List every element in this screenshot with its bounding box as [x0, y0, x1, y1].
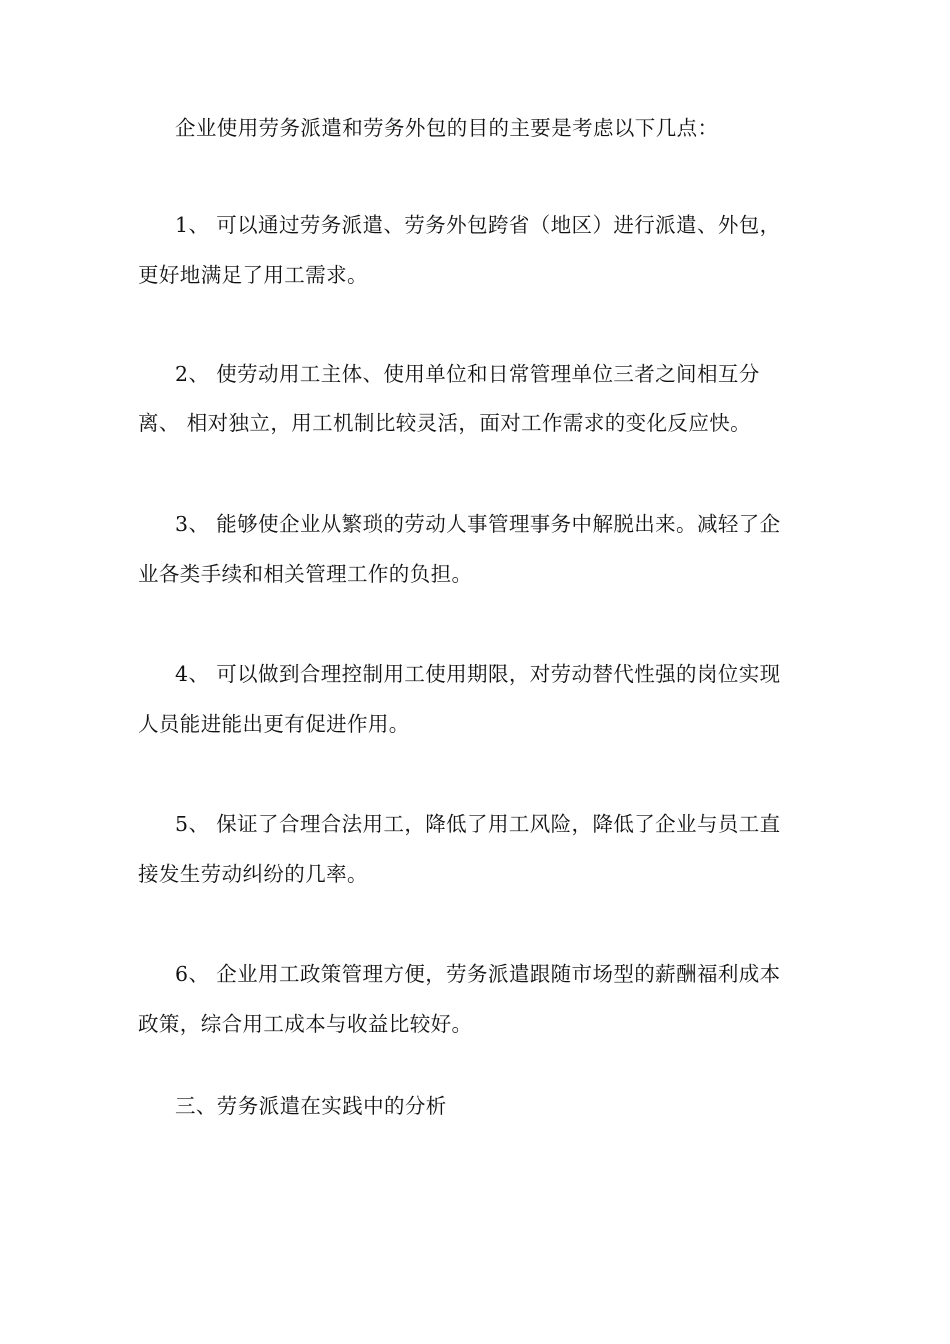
list-item-1-line-2: 更好地满足了用工需求。	[138, 263, 368, 287]
list-item-2-line-1: 2、 使劳动用工主体、使用单位和日常管理单位三者之间相互分	[175, 362, 760, 386]
list-item-1-line-1: 1、 可以通过劳务派遣、劳务外包跨省（地区）进行派遣、外包，	[175, 213, 781, 237]
list-item-5-line-1: 5、 保证了合理合法用工，降低了用工风险，降低了企业与员工直	[175, 812, 781, 836]
list-item-4-line-1: 4、 可以做到合理控制用工使用期限，对劳动替代性强的岗位实现	[175, 662, 781, 686]
section-heading: 三、劳务派遣在实践中的分析	[175, 1094, 447, 1118]
list-item-5-line-2: 接发生劳动纠纷的几率。	[138, 862, 368, 886]
list-item-6-line-2: 政策，综合用工成本与收益比较好。	[138, 1012, 473, 1036]
list-item-3-line-2: 业各类手续和相关管理工作的负担。	[138, 562, 473, 586]
list-item-4-line-2: 人员能进能出更有促进作用。	[138, 712, 410, 736]
list-item-6-line-1: 6、 企业用工政策管理方便，劳务派遣跟随市场型的薪酬福利成本	[175, 962, 781, 986]
list-item-2-line-2: 离、 相对独立，用工机制比较灵活，面对工作需求的变化反应快。	[138, 411, 752, 435]
list-item-3-line-1: 3、 能够使企业从繁琐的劳动人事管理事务中解脱出来。减轻了企	[175, 512, 781, 536]
intro-paragraph: 企业使用劳务派遣和劳务外包的目的主要是考虑以下几点：	[175, 116, 719, 140]
